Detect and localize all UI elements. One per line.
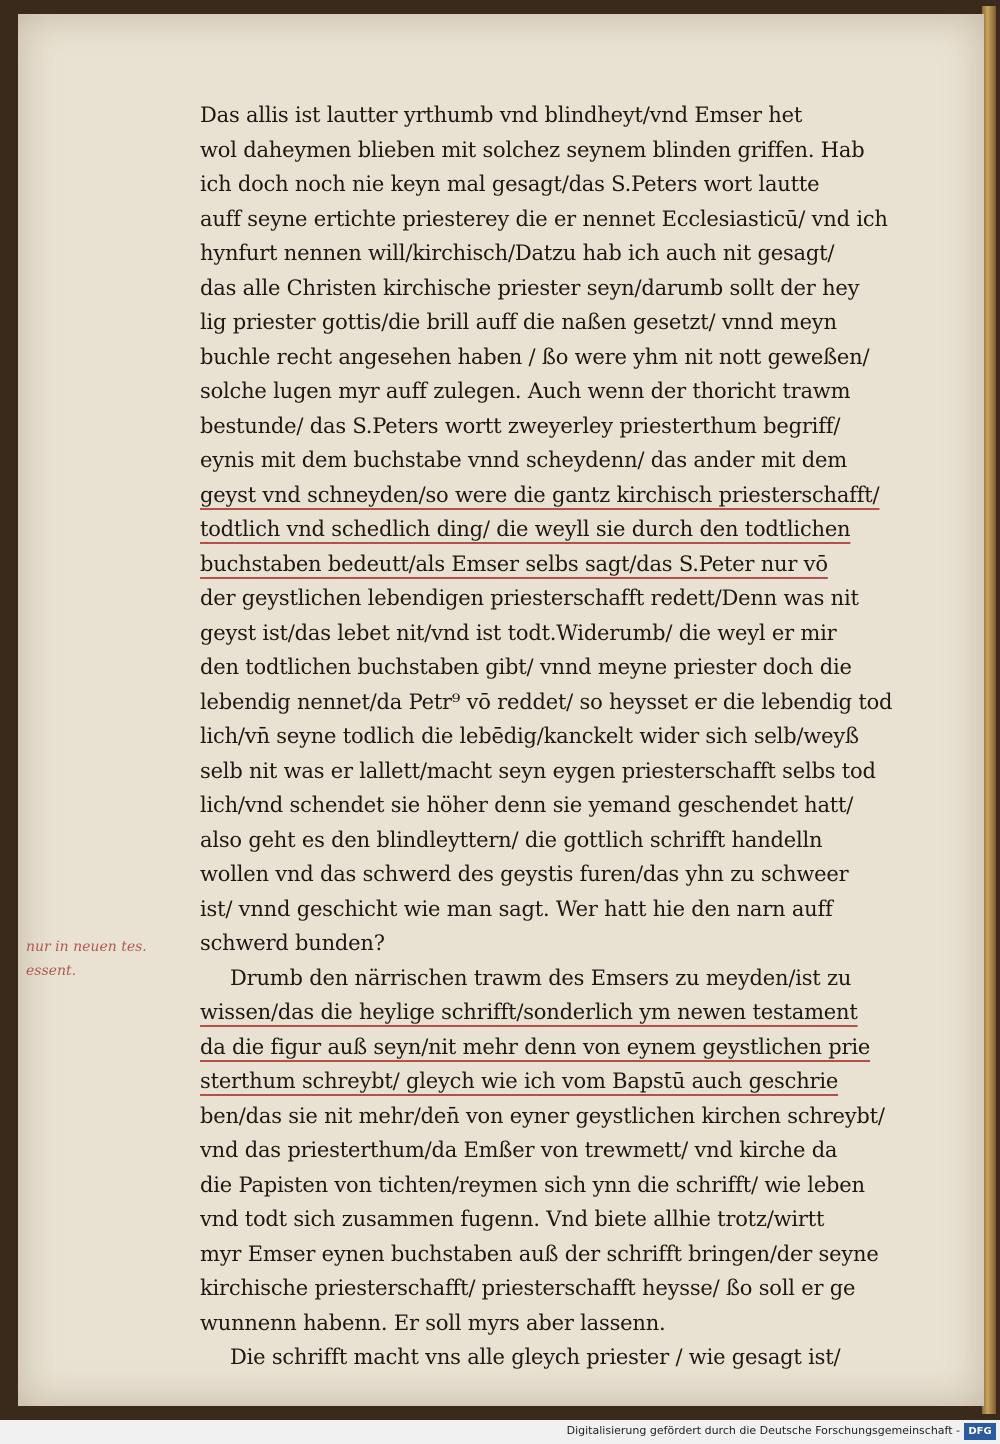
- text-line: lich/vn̄ seyne todlich die lebēdig/kanckelt wider sich selb/weyß: [200, 724, 859, 748]
- text-line: das alle Christen kirchische priester seyn/darumb sollt der hey: [200, 275, 860, 300]
- text-line: den todtlichen buchstaben gibt/ vnnd meyne priester doch die: [200, 655, 852, 679]
- text-line: buchle recht angesehen haben / ßo were yhm nit nott geweßen/: [200, 344, 870, 369]
- text-line: bestunde/ das S.Peters wortt zweyerley priesterthum begriff/: [200, 413, 841, 438]
- text-line-underlined: sterthum schreybt/ gleych wie ich vom Bapstū auch geschrie: [200, 1069, 839, 1093]
- text-line: vnd todt sich zusammen fugenn. Vnd biete allhie trotz/wirtt: [200, 1207, 825, 1231]
- text-line-underlined: geyst vnd schneyden/so were die gantz kirchisch priesterschafft/: [200, 482, 880, 507]
- text-line: myr Emser eynen buchstaben auß der schrifft bringen/der seyne: [200, 1241, 879, 1266]
- text-line: hynfurt nennen will/kirchisch/Datzu hab ich auch nit gesagt/: [200, 241, 835, 265]
- text-line: lebendig nennet/da Petr⁹ vō reddet/ so heysset er die lebendig tod: [200, 689, 893, 714]
- text-line: auff seyne ertichte priesterey die er nennet Ecclesiasticū/ vnd ich: [200, 206, 888, 231]
- text-line: wol daheymen blieben mit solchez seynem blinden griffen. Hab: [200, 137, 865, 162]
- handwritten-margin-note: nur in neuen tes. essent.: [26, 939, 147, 979]
- footer-bar: [0, 1420, 1000, 1444]
- text-line: Die schrifft macht vns alle gleych priester / wie gesagt ist/: [230, 1345, 841, 1369]
- text-line: ben/das sie nit mehr/den̄ von eyner geystlichen kirchen schreybt/: [200, 1103, 885, 1128]
- text-line: der geystlichen lebendigen priesterschafft redett/Denn was nit: [200, 586, 859, 610]
- text-line: schwerd bunden?: [200, 931, 385, 955]
- text-line: Drumb den närrischen trawm des Emsers zu meyden/ist zu: [230, 965, 852, 990]
- text-line: ist/ vnnd geschicht wie man sagt. Wer hatt hie den narn auff: [200, 896, 833, 921]
- text-line: eynis mit dem buchstabe vnnd scheydenn/ das ander mit dem: [200, 448, 847, 472]
- text-line: ich doch noch nie keyn mal gesagt/das S.Peters wort lautte: [200, 172, 820, 196]
- dfg-logo: DFG: [964, 1423, 996, 1440]
- text-line: die Papisten von tichten/reymen sich ynn die schrifft/ wie leben: [200, 1172, 865, 1197]
- text-line: solche lugen myr auff zulegen. Auch wenn der thoricht trawm: [200, 379, 851, 403]
- text-line: vnd das priesterthum/da Emßer von trewmett/ vnd kirche da: [200, 1138, 838, 1162]
- funding-notice: Digitalisierung gefördert durch die Deutsche Forschungsgemeinschaft -: [566, 1424, 960, 1437]
- text-line-underlined: todtlich vnd schedlich ding/ die weyll sie durch den todtlichen: [200, 517, 851, 541]
- text-line: wollen vnd das schwerd des geystis furen/das yhn zu schweer: [200, 862, 849, 886]
- text-line: wunnenn habenn. Er soll myrs aber lassenn.: [200, 1310, 666, 1335]
- page-edge: [982, 6, 996, 1414]
- text-line: lich/vnd schendet sie höher denn sie yemand geschendet hatt/: [200, 793, 854, 817]
- text-line-underlined: buchstaben bedeutt/als Emser selbs sagt/das S.Peter nur vō: [200, 551, 828, 576]
- text-line: Das allis ist lautter yrthumb vnd blindheyt/vnd Emser het: [200, 103, 803, 127]
- text-line: kirchische priesterschafft/ priesterschafft heysse/ ßo soll er ge: [200, 1276, 856, 1300]
- text-line-underlined: da die figur auß seyn/nit mehr denn von eynem geystlichen prie: [200, 1034, 871, 1059]
- page-text-block: [200, 98, 926, 1375]
- text-line: geyst ist/das lebet nit/vnd ist todt.Widerumb/ die weyl er mir: [200, 620, 837, 645]
- text-line: also geht es den blindleyttern/ die gottlich schrifft handelln: [200, 827, 823, 852]
- text-line-underlined: wissen/das die heylige schrifft/sonderlich ym newen testament: [200, 1000, 858, 1024]
- text-line: lig priester gottis/die brill auff die naßen gesetzt/ vnnd meyn: [200, 310, 837, 334]
- text-line: selb nit was er lallett/macht seyn eygen priesterschafft selbs tod: [200, 758, 876, 783]
